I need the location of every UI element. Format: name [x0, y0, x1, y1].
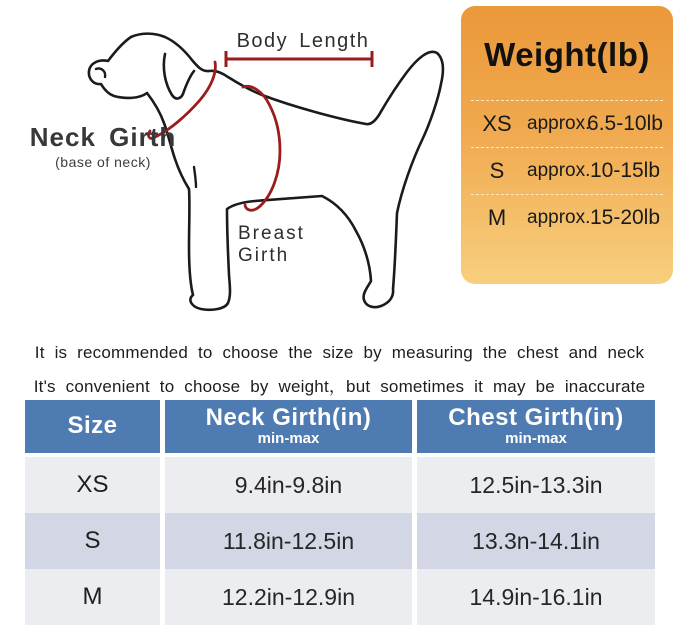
- table-row-s: [25, 513, 655, 569]
- breast-girth-arc: [243, 86, 280, 210]
- weight-approx-label: approx.: [527, 160, 591, 181]
- dog-ear-path: [164, 54, 194, 98]
- size-table-header-row: [25, 400, 655, 453]
- dog-nose-curl: [96, 68, 105, 77]
- weight-row-m: [471, 194, 663, 241]
- header-neck-minmax: min-max: [257, 430, 320, 448]
- weight-row-s: [471, 147, 663, 194]
- breast-girth-label: Breast Girth: [238, 223, 305, 266]
- cell-neck-girth: 11.8in-12.5in: [165, 513, 412, 569]
- weight-chart-panel: [461, 6, 673, 284]
- weight-row-xs: [471, 100, 663, 147]
- header-cell-neck-girth: [165, 400, 412, 453]
- dog-shoulder-crease: [194, 167, 196, 187]
- weight-approx-label: approx.: [527, 113, 591, 134]
- cell-neck-girth: 9.4in-9.8in: [165, 457, 412, 513]
- note-line-1: It is recommended to choose the size by measuring the chest and neck: [34, 343, 645, 362]
- weight-range-value: 6.5-10lb: [587, 112, 663, 135]
- weight-panel-title: Weight(lb): [484, 36, 650, 73]
- note-line-2: It's convenient to choose by weight，but sometimes it may be inaccurate: [33, 377, 646, 396]
- body-length-label: Body Length: [236, 30, 370, 52]
- cell-neck-girth: 12.2in-12.9in: [165, 569, 412, 625]
- header-chest-label: Chest Girth(in): [448, 404, 624, 432]
- header-cell-size: [25, 400, 160, 453]
- dog-body-path: [89, 34, 443, 310]
- cell-size: XS: [25, 457, 160, 513]
- header-size-label: Size: [67, 412, 118, 440]
- neck-girth-label: Neck Girth: [29, 122, 177, 152]
- table-row-xs: [25, 457, 655, 513]
- weight-range-value: 15-20lb: [589, 206, 661, 229]
- cell-chest-girth: 12.5in-13.3in: [417, 457, 655, 513]
- header-neck-label: Neck Girth(in): [205, 404, 372, 432]
- size-chart-table: [25, 400, 655, 625]
- weight-range-value: 10-15lb: [589, 159, 661, 182]
- body-length-measure-line: [226, 51, 372, 67]
- cell-chest-girth: 13.3n-14.1in: [417, 513, 655, 569]
- weight-size-label: M: [487, 205, 507, 230]
- weight-size-label: XS: [482, 111, 512, 136]
- weight-approx-label: approx.: [527, 207, 591, 228]
- table-row-m: [25, 569, 655, 625]
- cell-size: S: [25, 513, 160, 569]
- sizing-notes: [0, 334, 679, 397]
- header-cell-chest-girth: [417, 400, 655, 453]
- header-chest-minmax: min-max: [505, 430, 567, 448]
- neck-girth-sublabel: (base of neck): [55, 154, 151, 170]
- weight-size-label: S: [489, 158, 505, 183]
- cell-size: M: [25, 569, 160, 625]
- cell-chest-girth: 14.9in-16.1in: [417, 569, 655, 625]
